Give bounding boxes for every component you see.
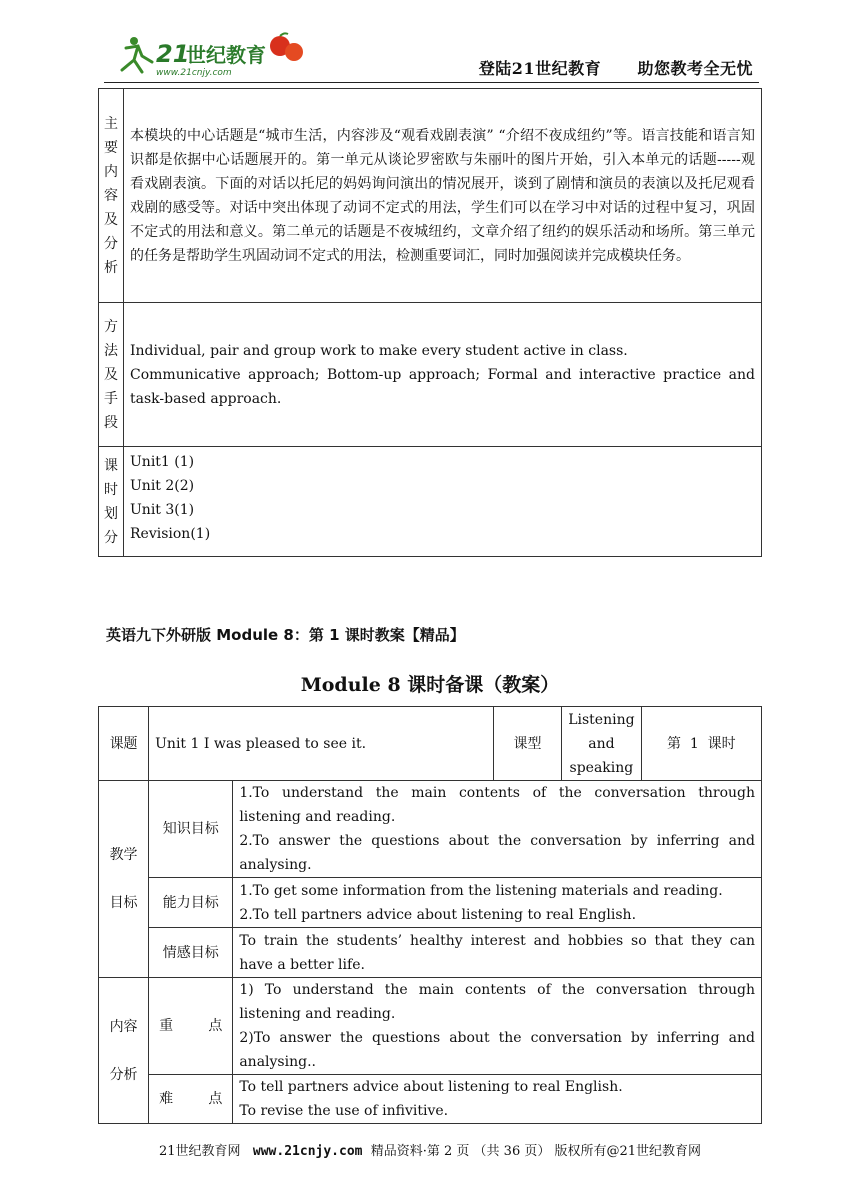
topic-value: Unit 1 I was pleased to see it. [149, 707, 494, 781]
topic-label: 课题 [99, 707, 149, 781]
difficulty-label: 难 点 [149, 1075, 233, 1124]
row-label-method: 方法及手段 [99, 303, 124, 447]
goal-ability-label: 能力目标 [149, 878, 233, 928]
table-row [99, 1075, 762, 1124]
page-title: Module 8 课时备课（教案） [300, 674, 560, 696]
table-row [99, 781, 762, 878]
table-row [99, 707, 762, 781]
goal-ability-text: 1.To get some information from the listening materials and reading. 2.To tell partners advice about listening to real English. [233, 878, 762, 928]
page-header [104, 26, 759, 83]
key-point-label: 重 点 [149, 978, 233, 1075]
content-label: 内容 分析 [99, 978, 149, 1124]
table-row [99, 878, 762, 928]
row-label-content: 主要内容及分析 [99, 89, 124, 303]
svg-text:www.21cnjy.com: www.21cnjy.com [156, 68, 232, 78]
goal-knowledge-label: 知识目标 [149, 781, 233, 878]
site-logo [112, 32, 312, 78]
type-label: 课型 [493, 707, 561, 781]
goal-emotion-text: To train the students’ healthy interest and hobbies so that they can have a better life. [233, 928, 762, 978]
svg-text:21: 21 [156, 40, 190, 68]
schedule-text: Unit1 (1) Unit 2(2) Unit 3(1) Revision(1) [124, 447, 762, 557]
page-footer: 21世纪教育网 www.21cnjy.com 精品资料·第 2 页 （共 36 页） 版权所有@21世纪教育网 [158, 1144, 702, 1159]
goal-emotion-label: 情感目标 [149, 928, 233, 978]
goals-label: 教学 目标 [99, 781, 149, 978]
content-analysis-text: 本模块的中心话题是“城市生活，内容涉及“观看戏剧表演” “介绍不夜成纽约”等。语言技能和语言知识都是依据中心话题展开的。第一单元从谈论罗密欧与朱丽叶的图片开始，引入本单元的话题-----观看戏剧表演。下面的对话以托尼的妈妈询问演出的情况展开，谈到了剧情和演员的表演以及托尼观看戏剧的感受等。对话中突出体现了动词不定式的用法，学生们可以在学习中对话的过程中复习，巩固不定式的用法和意义。第二单元的话题是不夜城纽约，文章介绍了纽约的娱乐活动和场所。第三单元的任务是帮助学生巩固动词不定式的用法，检测重要词汇，同时加强阅读并完成模块任务。 [124, 89, 762, 303]
footer-site-link[interactable]: www.21cnjy.com [252, 1144, 363, 1159]
key-point-text: 1) To understand the main contents of the conversation through listening and reading. 2)To answer the questions about the conversation by inferring and analysing.. [233, 978, 762, 1075]
header-slogan: 登陆21世纪教育 助您教考全无忧 [478, 59, 753, 78]
table-row [99, 447, 762, 557]
table-row [99, 928, 762, 978]
lesson-plan-table [98, 706, 762, 1124]
lesson-subtitle: 英语九下外研版 Module 8：第 1 课时教案【精品】 [106, 626, 465, 644]
period-value: 第 1 课时 [641, 707, 761, 781]
row-label-schedule: 课时划分 [99, 447, 124, 557]
table-row [99, 89, 762, 303]
type-value: Listening and speaking [562, 707, 642, 781]
svg-text:世纪教育: 世纪教育 [186, 43, 266, 67]
method-text: Individual, pair and group work to make every student active in class. Communicative approach; Bottom-up approach; Formal and interactive practice and task-based approach. [124, 303, 762, 447]
module-overview-table [98, 88, 762, 557]
difficulty-text: To tell partners advice about listening to real English. To revise the use of infivitive. [233, 1075, 762, 1124]
table-row [99, 303, 762, 447]
goal-knowledge-text: 1.To understand the main contents of the conversation through listening and reading. 2.To answer the questions about the conversation by inferring and analysing. [233, 781, 762, 878]
table-row [99, 978, 762, 1075]
